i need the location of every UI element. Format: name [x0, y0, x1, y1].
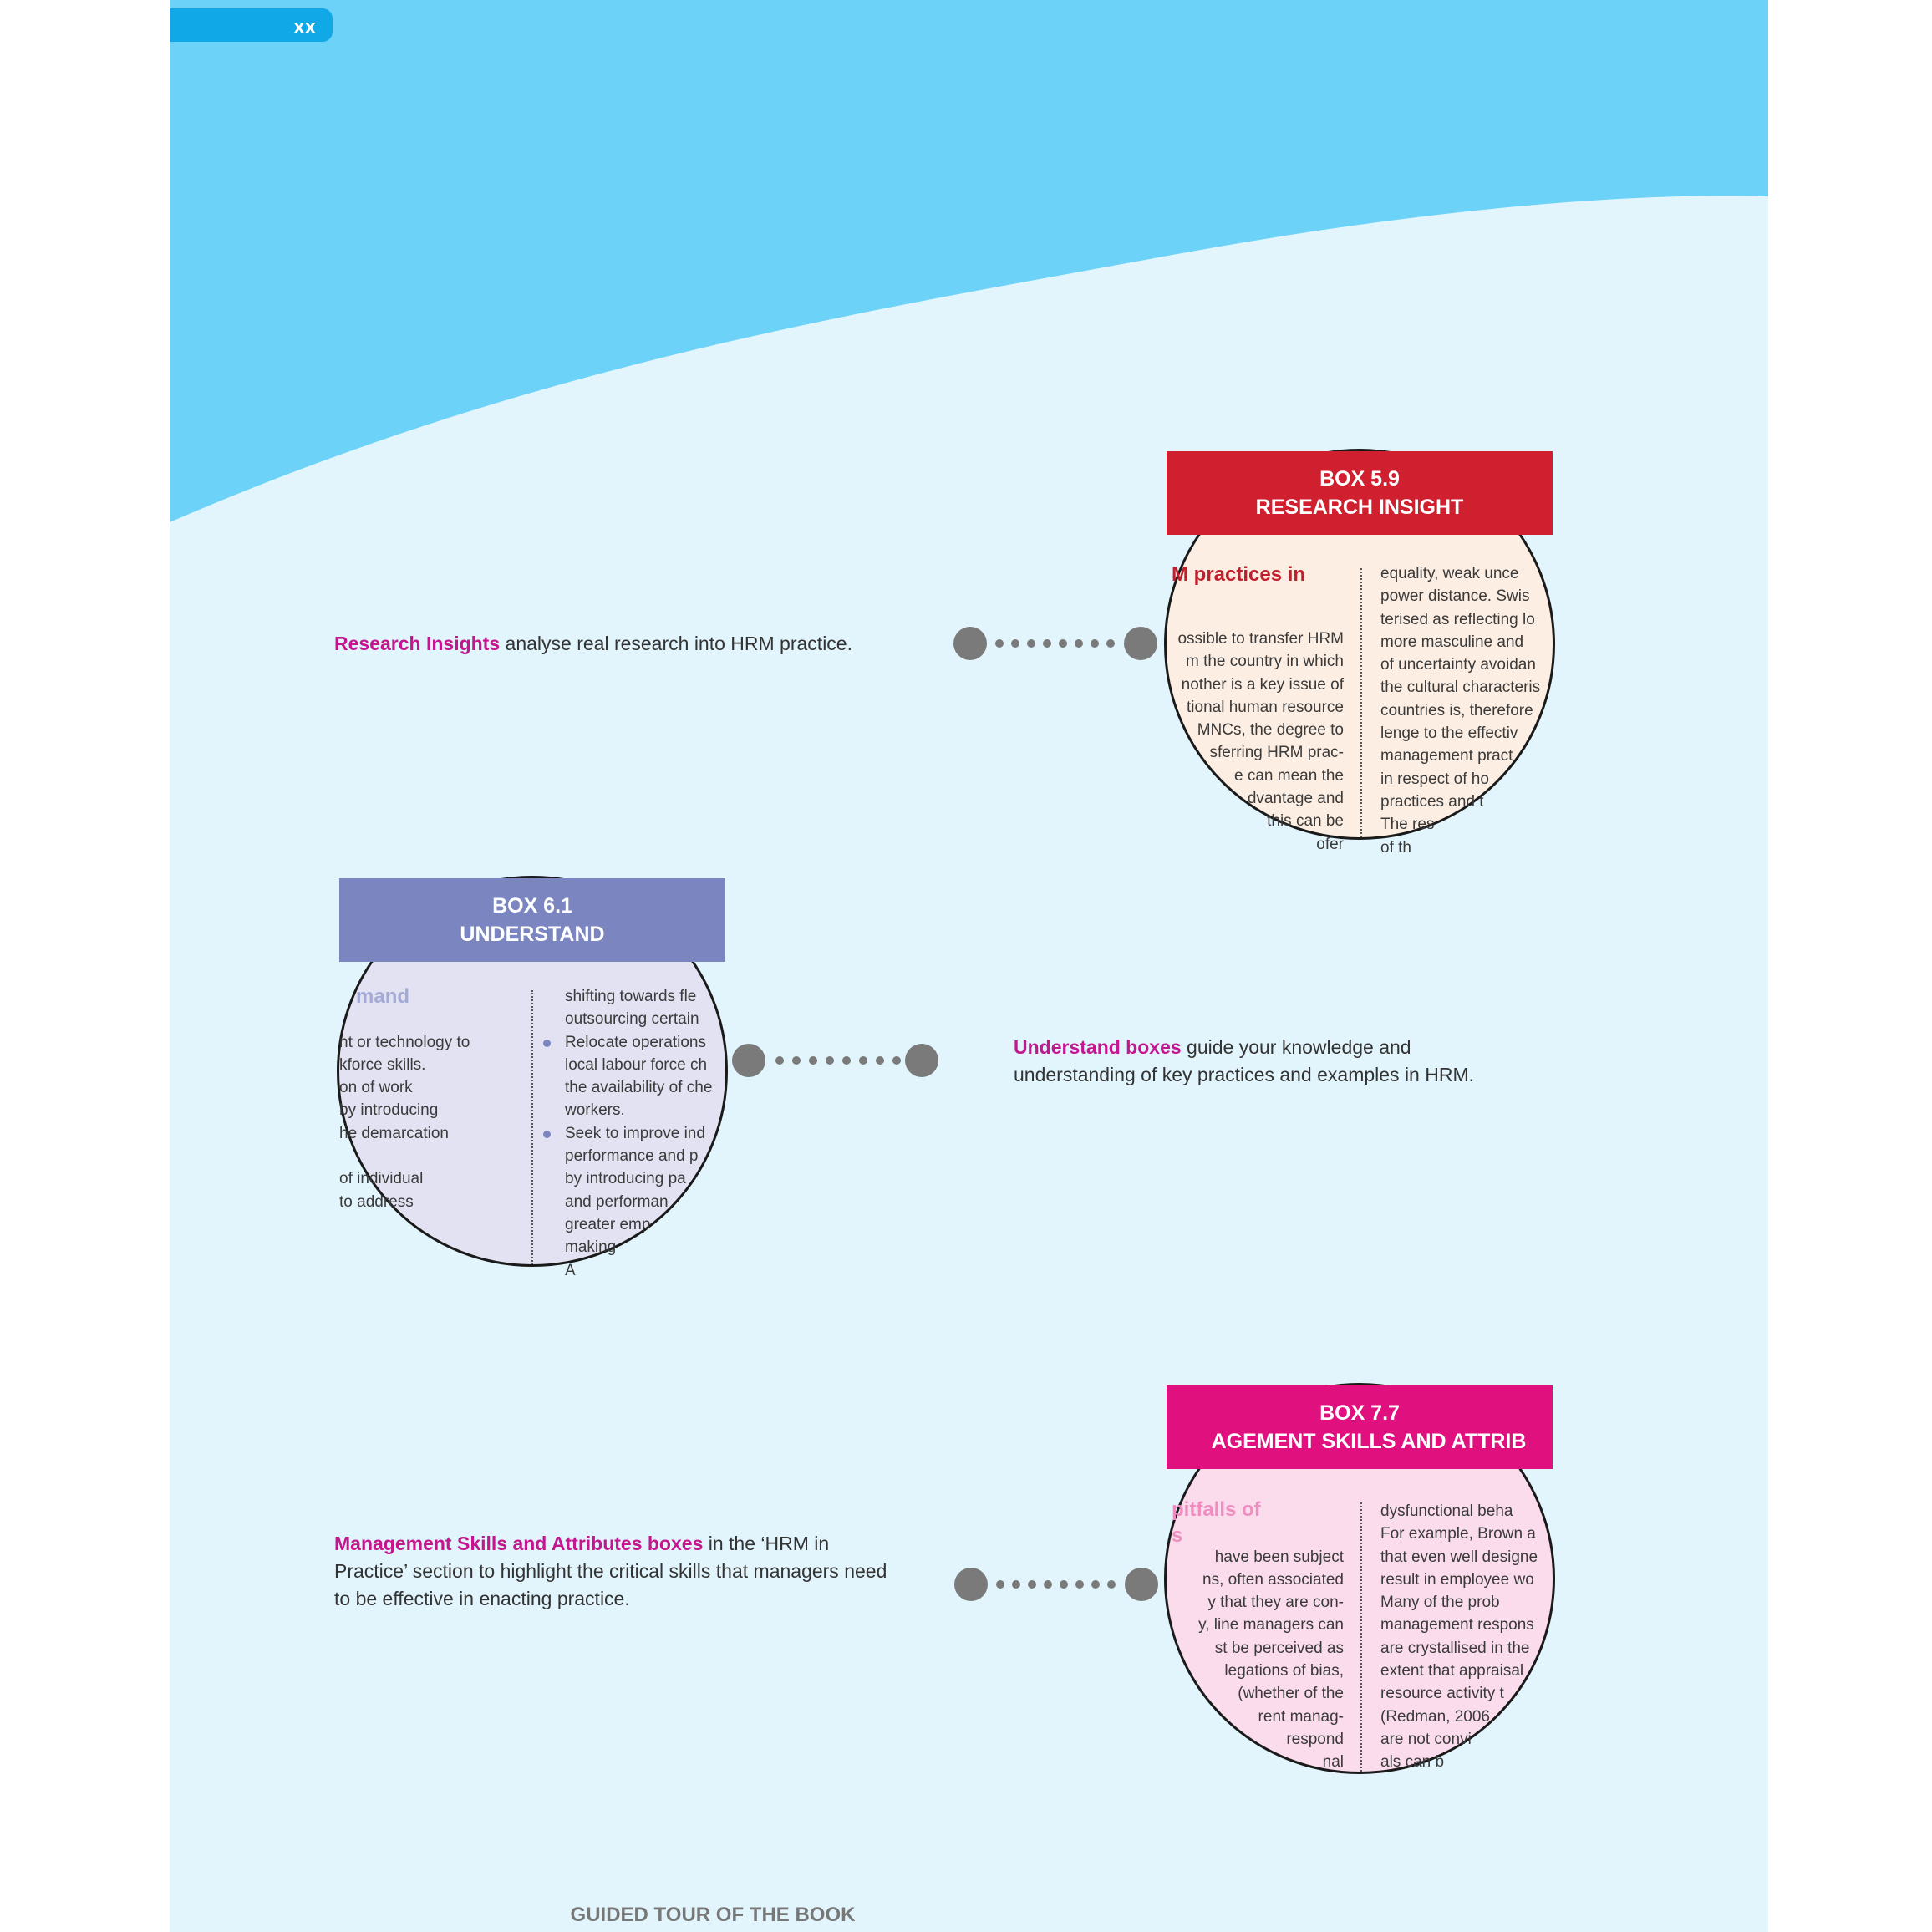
box-5-9-number: BOX 5.9: [1319, 467, 1400, 491]
connector-end-dot: [905, 1044, 938, 1077]
text-line: A: [565, 1261, 576, 1279]
text-line: more masculine and: [1380, 633, 1524, 651]
research-insights-connector: [951, 624, 1160, 663]
text-line: dysfunctional beha: [1380, 1502, 1513, 1520]
box-7-7-left-column: [1162, 1500, 1344, 1774]
bullet-dot: [543, 1040, 551, 1047]
footer-title: GUIDED TOUR OF THE BOOK: [570, 1904, 856, 1926]
page-number: xx: [293, 16, 316, 38]
page: [170, 0, 1768, 1932]
column-divider: [531, 990, 533, 1264]
text-line: have been subject: [1214, 1548, 1344, 1566]
text-line: Many of the prob: [1380, 1594, 1500, 1612]
box-6-1-left-column: [339, 985, 470, 1213]
text-line: resource activity t: [1380, 1685, 1504, 1703]
text-line: ofer: [1316, 835, 1344, 853]
management-skills-caption: [334, 1530, 902, 1613]
box-6-1-type: UNDERSTAND: [460, 923, 605, 946]
text-line: local labour force ch: [565, 1055, 708, 1074]
text-line: For example, Brown a: [1380, 1525, 1536, 1543]
text-line: by introducing: [339, 1101, 439, 1120]
text-line: and performan: [565, 1192, 669, 1211]
research-insights-caption: [334, 630, 919, 658]
box-6-1-number: BOX 6.1: [492, 894, 572, 918]
box-6-1-right-column: [565, 985, 712, 1282]
text-line: Seek to improve ind: [565, 1124, 705, 1142]
text-line: on of work: [339, 1079, 413, 1097]
text-line: result in employee wo: [1380, 1570, 1534, 1589]
box-5-9-subtitle: M practices in: [1172, 563, 1306, 586]
box-7-7-right-column: [1380, 1500, 1538, 1774]
text-line: workers.: [565, 1101, 625, 1120]
text-line: [1162, 1500, 1344, 1523]
text-line: greater emp: [565, 1215, 651, 1233]
bullet-dot: [543, 1131, 551, 1138]
text-line: m the country in which: [1185, 653, 1344, 671]
text-line: nother is a key issue of: [1181, 675, 1344, 694]
text-line: ossible to transfer HRM: [1177, 630, 1344, 648]
text-line: y, line managers can: [1198, 1616, 1344, 1635]
box-5-9-left-column: [1162, 628, 1344, 856]
box-5-9-header: [1167, 451, 1553, 535]
text-line: making: [565, 1238, 617, 1257]
text-line: are not convi: [1380, 1730, 1472, 1748]
text-line: are crystallised in the: [1380, 1639, 1530, 1657]
connector-end-dot: [1125, 1568, 1158, 1601]
text-line: of th: [1380, 838, 1411, 857]
understand-connector: [730, 1041, 947, 1080]
understand-description: guide your knowledge and understanding of key practices and examples in HRM.: [1014, 1036, 1475, 1085]
connector-start-dot: [954, 1568, 988, 1601]
text-line: [339, 1008, 470, 1030]
text-line: als can b: [1380, 1753, 1445, 1772]
box-7-7-zoom: [1164, 1383, 1555, 1774]
text-line: management respons: [1380, 1616, 1534, 1635]
box-6-1-header: [339, 878, 725, 962]
connector-end-dot: [1124, 627, 1157, 660]
text-line: The res: [1380, 816, 1435, 834]
text-line: kforce skills.: [339, 1055, 426, 1074]
box-7-7-subtitle: pitfalls of: [1172, 1498, 1261, 1521]
text-line: ns, often associated: [1202, 1570, 1344, 1589]
text-line: in respect of ho: [1380, 770, 1489, 788]
text-line: to address: [339, 1192, 414, 1211]
text-line: [339, 1145, 470, 1167]
text-line: nal: [1322, 1753, 1344, 1772]
text-line: power distance. Swis: [1380, 587, 1530, 606]
text-line: tional human resource: [1187, 698, 1344, 716]
text-line: rent manag-: [1258, 1707, 1344, 1726]
text-line: countries is, therefore: [1380, 701, 1533, 719]
management-skills-highlight: Management Skills and Attributes boxes: [334, 1533, 704, 1554]
research-insights-highlight: Research Insights: [334, 633, 501, 654]
box-7-7-number: BOX 7.7: [1319, 1401, 1400, 1425]
text-line: legations of bias,: [1224, 1662, 1344, 1680]
text-line: extent that appraisal: [1380, 1662, 1524, 1680]
text-line: [339, 985, 470, 1008]
connector-start-dot: [732, 1044, 765, 1077]
page-number-tab: [170, 8, 333, 42]
box-5-9-zoom: [1164, 449, 1555, 857]
text-line: practices and t: [1380, 792, 1484, 811]
understand-highlight: Understand boxes: [1014, 1036, 1182, 1058]
box-6-1-subtitle: mand: [356, 985, 410, 1008]
text-line: this can be: [1267, 812, 1344, 831]
text-line: [1162, 1523, 1344, 1545]
text-line: lenge to the effectiv: [1380, 724, 1518, 743]
column-divider: [1360, 568, 1362, 837]
box-6-1-zoom: [337, 876, 728, 1279]
connector-start-dot: [953, 627, 987, 660]
box-7-7-header: [1167, 1385, 1553, 1469]
text-line: performance and p: [565, 1147, 699, 1166]
text-line: that even well designe: [1380, 1548, 1538, 1566]
bullet-item: [565, 1122, 712, 1145]
text-line: the availability of che: [565, 1079, 713, 1097]
box-7-7-type: AGEMENT SKILLS AND ATTRIB: [1211, 1430, 1527, 1453]
bullet-item: [565, 1031, 712, 1054]
text-line: outsourcing certain: [565, 1010, 699, 1029]
management-skills-connector: [952, 1565, 1161, 1604]
understand-caption: [1014, 1034, 1532, 1089]
text-line: nt or technology to: [339, 1033, 470, 1051]
text-line: e can mean the: [1234, 766, 1344, 785]
text-line: (Redman, 2006: [1380, 1707, 1490, 1726]
text-line: he demarcation: [339, 1124, 449, 1142]
text-line: shifting towards fle: [565, 988, 697, 1005]
box-7-7-subtitle-cont: s: [1172, 1524, 1183, 1547]
box-5-9-right-column: [1380, 562, 1540, 859]
text-line: respond: [1286, 1730, 1344, 1748]
text-line: dvantage and: [1247, 790, 1344, 808]
management-skills-description: in the ‘HRM in Practice’ section to highlight the critical skills that managers need to be effective in enacting practice.: [334, 1533, 887, 1609]
text-line: management pract: [1380, 747, 1513, 765]
text-line: sferring HRM prac-: [1209, 744, 1344, 762]
text-line: terised as reflecting lo: [1380, 610, 1535, 628]
text-line: y that they are con-: [1208, 1594, 1344, 1612]
text-line: the cultural characteris: [1380, 679, 1541, 697]
text-line: of uncertainty avoidan: [1380, 656, 1536, 674]
text-line: MNCs, the degree to: [1197, 721, 1344, 740]
text-line: Relocate operations: [565, 1033, 706, 1051]
box-5-9-type: RESEARCH INSIGHT: [1255, 496, 1464, 519]
text-line: st be perceived as: [1214, 1639, 1344, 1657]
text-line: (whether of the: [1238, 1685, 1344, 1703]
column-divider: [1360, 1502, 1362, 1772]
text-line: equality, weak unce: [1380, 565, 1519, 582]
text-line: of individual: [339, 1170, 424, 1188]
research-insights-description: analyse real research into HRM practice.: [500, 633, 852, 654]
text-line: by introducing pa: [565, 1170, 686, 1188]
